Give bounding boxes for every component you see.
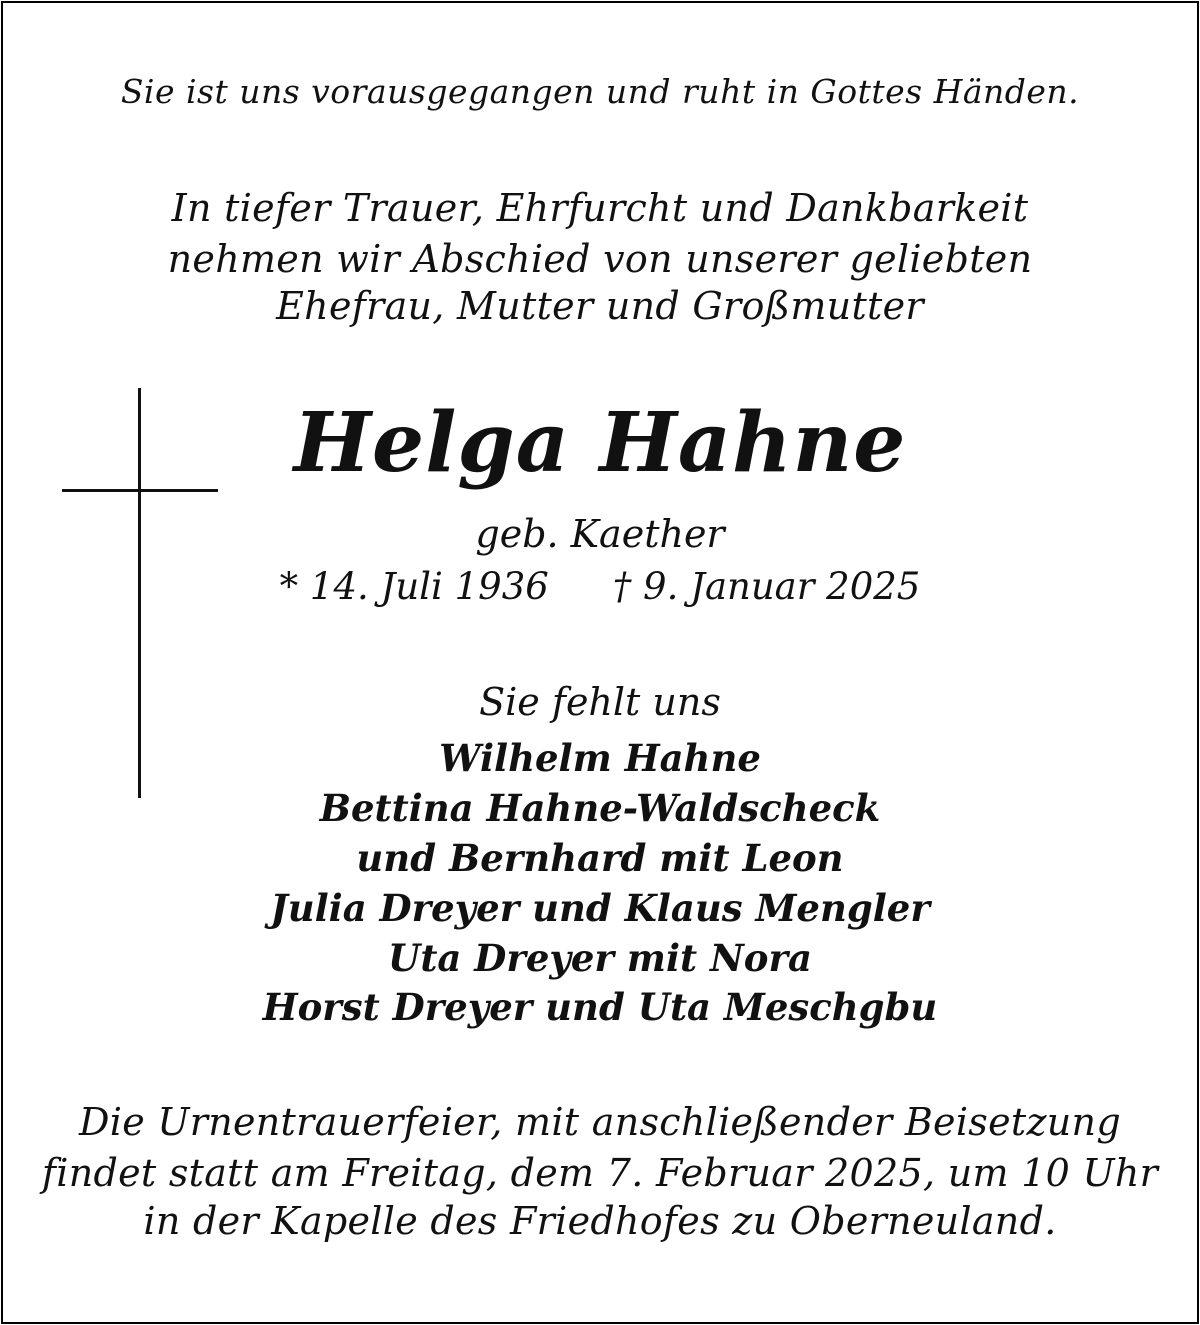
funeral-line-1: Die Urnentrauerfeier, mit anschließender Beisetzung xyxy=(79,1100,1121,1144)
grief-line-1: In tiefer Trauer, Ehrfurcht und Dankbarkeit xyxy=(171,186,1029,230)
life-dates xyxy=(0,565,1200,608)
birth-date: * 14. Juli 1936 xyxy=(279,565,549,608)
missing-line: Sie fehlt uns xyxy=(479,680,721,724)
funeral-line-2: findet statt am Freitag, dem 7. Februar 2025, um 10 Uhr xyxy=(41,1151,1159,1195)
death-date: † 9. Januar 2025 xyxy=(612,565,921,608)
deceased-name: Helga Hahne xyxy=(293,395,907,491)
mourner-name: Julia Dreyer und Klaus Mengler xyxy=(270,886,930,930)
mourner-name: Horst Dreyer und Uta Meschgbu xyxy=(262,985,938,1029)
intro-text: Sie ist uns vorausgegangen und ruht in Gottes Händen. xyxy=(120,72,1080,111)
mourner-name: Wilhelm Hahne xyxy=(439,736,761,780)
mourner-name: Bettina Hahne-Waldscheck xyxy=(319,786,881,830)
mourner-name: und Bernhard mit Leon xyxy=(356,836,844,880)
grief-line-3: Ehefrau, Mutter und Großmutter xyxy=(276,284,924,328)
funeral-line-3: in der Kapelle des Friedhofes zu Oberneuland. xyxy=(143,1199,1057,1243)
birth-name: geb. Kaether xyxy=(475,512,725,556)
mourner-name: Uta Dreyer mit Nora xyxy=(388,936,812,980)
grief-line-2: nehmen wir Abschied von unserer geliebten xyxy=(167,237,1033,281)
